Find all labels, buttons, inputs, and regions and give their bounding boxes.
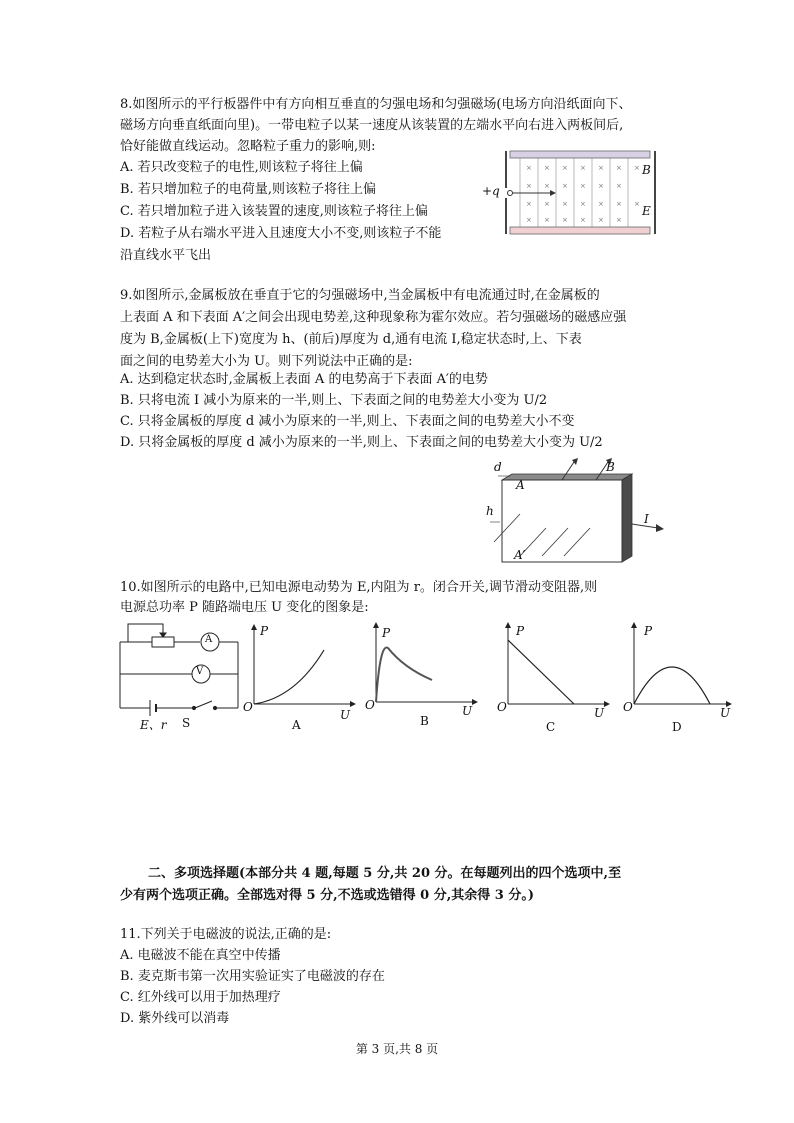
switch-label: S [182,716,191,730]
q10-stem-line2: 电源总功率 P 随路端电压 U 变化的图象是: [120,600,369,615]
graph-b-label: B [420,714,429,728]
graph-d [620,620,740,735]
svg-text:×: × [580,182,586,190]
q9-stem-line4: 面之间的电势差大小为 U。则下列说法中正确的是: [120,354,413,369]
graph-c-y-label: P [516,624,525,638]
q9-stem-line2: 上表面 A 和下表面 A′之间会出现电势差,这种现象称为霍尔效应。若匀强磁场的磁感应强 [120,310,627,325]
graph-a [240,620,360,735]
line-c [508,640,574,704]
graph-a-y-label: P [260,624,269,638]
lower-surface-label: A′ [514,548,526,562]
parallel-plate-diagram [480,148,670,238]
graph-d-y-label: P [644,624,653,638]
current-label: I [644,512,649,526]
svg-text:×: × [544,182,550,190]
q11-option-c: C. 红外线可以用于加热理疗 [120,990,281,1005]
svg-text:×: × [634,200,640,208]
q9-option-a: A. 达到稳定状态时,金属板上表面 A 的电势高于下表面 A′的电势 [120,372,488,387]
circuit-figure [112,618,247,733]
svg-text:×: × [580,200,586,208]
q11-option-b: B. 麦克斯韦第一次用实验证实了电磁波的存在 [120,969,385,984]
svg-text:×: × [598,182,604,190]
graph-a-plot [240,620,360,720]
parallel-plate-figure [480,148,670,238]
q10-stem-line1: 10.如图所示的电路中,已知电源电动势为 E,内阻为 r。闭合开关,调节滑动变阻器,则 [120,580,598,595]
q8-option-b: B. 若只增加粒子的电荷量,则该粒子将往上偏 [120,182,376,197]
graph-b-plot [362,618,482,718]
hall-plate-diagram [480,458,670,568]
q9-option-d: D. 只将金属板的厚度 d 减小为原来的一半,则上、下表面之间的电势差大小变为 U/2 [120,435,603,450]
section-2-heading-line1: 二、多项选择题(本部分共 4 题,每题 5 分,共 20 分。在每题列出的四个选项中,至 [148,866,622,881]
hall-effect-figure [480,458,670,568]
circuit-diagram [112,618,247,733]
thickness-label: d [494,460,502,474]
height-label: h [486,504,494,518]
graph-a-label: A [292,718,301,732]
q11-option-a: A. 电磁波不能在真空中传播 [120,948,281,963]
q9-stem-line3: 度为 B,金属板(上下)宽度为 h、(前后)厚度为 d,通有电流 I,稳定状态时,上、下表 [120,332,582,347]
page-footer: 第 3 页,共 8 页 [355,1042,439,1056]
svg-text:×: × [544,216,550,224]
graph-d-origin: O [623,700,633,714]
svg-text:×: × [598,164,604,172]
svg-text:×: × [526,216,532,224]
svg-text:×: × [616,200,622,208]
graph-b-x-label: U [462,704,473,718]
section-2-heading-line2: 少有两个选项正确。全部选对得 5 分,不选或选错得 0 分,其余得 3 分。) [120,888,534,903]
b-field-label: B [642,163,651,177]
q8-stem-line3: 恰好能做直线运动。忽略粒子重力的影响,则: [120,139,376,154]
graph-b-y-label: P [382,626,391,640]
q8-option-c: C. 若只增加粒子进入该装置的速度,则该粒子将往上偏 [120,204,428,219]
q9-option-c: C. 只将金属板的厚度 d 减小为原来的一半,则上、下表面之间的电势差大小不变 [120,414,575,429]
svg-text:×: × [526,164,532,172]
curve-b [376,647,432,702]
q9-stem-line1: 9.如图所示,金属板放在垂直于它的匀强磁场中,当金属板中有电流通过时,在金属板的 [120,288,600,303]
q11-option-d: D. 紫外线可以消毒 [120,1011,230,1026]
q9-option-b: B. 只将电流 I 减小为原来的一半,则上、下表面之间的电势差大小变为 U/2 [120,393,548,408]
svg-text:×: × [526,182,532,190]
voltmeter-icon: V [196,666,204,677]
upper-surface-label: A [516,478,525,492]
q11-stem: 11.下列关于电磁波的说法,正确的是: [120,927,332,942]
svg-text:×: × [526,200,532,208]
charge-label: +q [482,184,500,198]
curve-d [634,667,710,704]
graph-b [362,618,482,733]
graph-c-plot [494,620,614,720]
svg-text:×: × [634,164,640,172]
svg-text:×: × [616,182,622,190]
svg-text:×: × [598,216,604,224]
graph-d-label: D [672,720,682,734]
svg-text:×: × [562,200,568,208]
graph-a-origin: O [243,700,253,714]
svg-text:×: × [562,164,568,172]
curve-a [254,650,324,704]
svg-text:×: × [580,216,586,224]
svg-text:×: × [544,200,550,208]
q8-stem-line2: 磁场方向垂直纸面向里)。一带电粒子以某一速度从该装置的左端水平向右进入两板间后, [120,118,624,133]
graph-d-x-label: U [720,706,731,720]
graph-a-x-label: U [340,708,351,722]
graph-b-origin: O [365,698,375,712]
ammeter-icon: A [205,634,213,645]
svg-text:×: × [616,216,622,224]
svg-text:×: × [562,216,568,224]
graph-d-plot [620,620,740,720]
graph-c-x-label: U [594,706,605,720]
svg-text:×: × [580,164,586,172]
svg-text:×: × [562,182,568,190]
svg-text:×: × [616,164,622,172]
source-label: E、r [140,718,167,732]
magnetic-field-label: B [606,460,615,474]
graph-c [494,620,614,735]
graph-c-origin: O [497,700,507,714]
svg-text:×: × [544,164,550,172]
graph-c-label: C [546,720,556,734]
svg-text:×: × [598,200,604,208]
q8-option-d: D. 若粒子从右端水平进入且速度大小不变,则该粒子不能 [120,226,442,241]
q8-option-a: A. 若只改变粒子的电性,则该粒子将往上偏 [120,160,363,175]
q8-stem-line1: 8.如图所示的平行板器件中有方向相互垂直的匀强电场和匀强磁场(电场方向沿纸面向下、 [120,97,632,112]
e-field-label: E [642,204,651,218]
q8-option-d-cont: 沿直线水平飞出 [120,248,212,263]
